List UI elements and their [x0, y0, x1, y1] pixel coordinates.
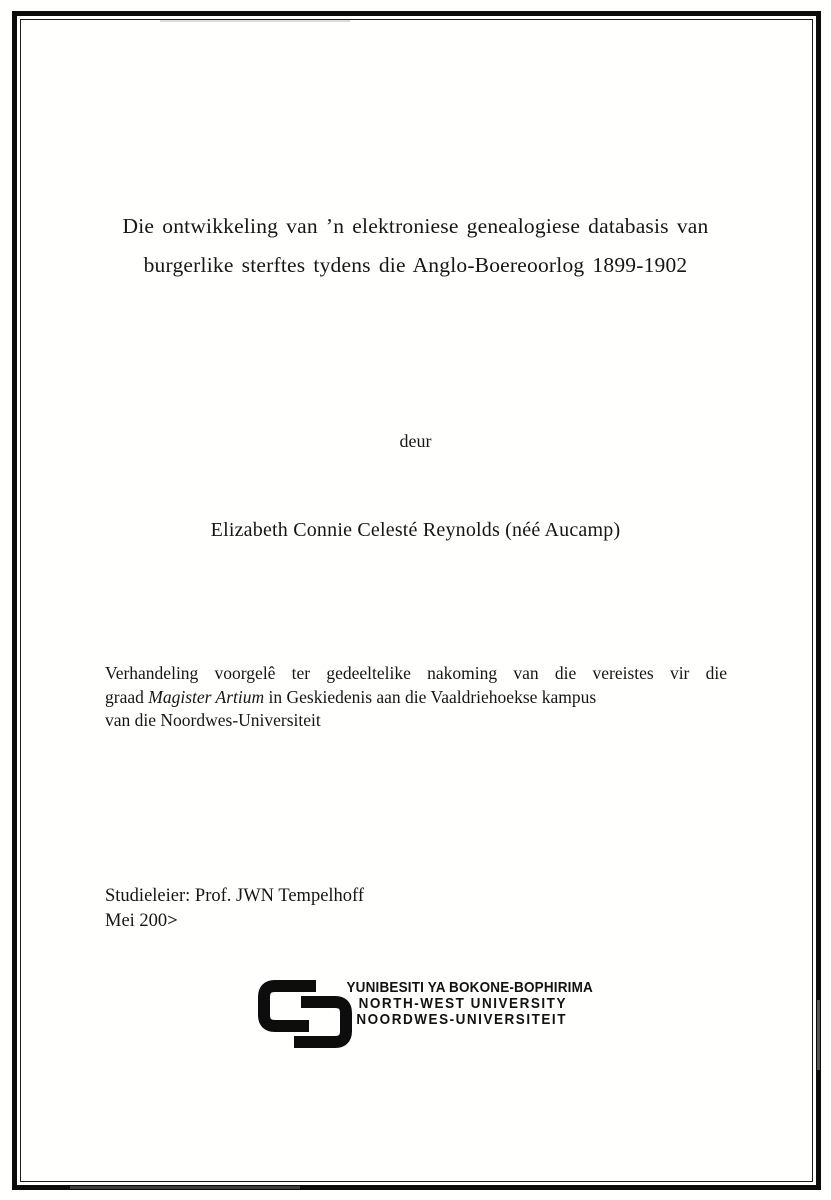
date-last-digit-glyph: >: [167, 911, 178, 931]
nwu-logo-icon: [258, 980, 352, 1048]
scan-smudge: [70, 1186, 300, 1189]
date-prefix: Mei 200: [105, 911, 168, 931]
logo-text-line-1: YUNIBESITI YA BOKONE-BOPHIRIMA: [346, 979, 593, 996]
title-line-1: Die ontwikkeling van ’n elektroniese genealogiese databasis van: [122, 214, 709, 238]
statement-line-2: [105, 686, 727, 710]
author-name: Elizabeth Connie Celesté Reynolds (néé Aucamp): [210, 519, 621, 541]
supervisor-block: [105, 884, 364, 934]
thesis-statement: [105, 662, 727, 733]
statement-line-1: Verhandeling voorgelê ter gedeeltelike nakoming van die vereistes vir die: [105, 663, 727, 683]
logo-text-line-2: NORTH-WEST UNIVERSITY: [358, 994, 567, 1012]
statement-line-2-prefix: graad: [105, 686, 149, 707]
degree-name-italic: Magister Artium: [148, 686, 265, 707]
statement-line-3: van die Noordwes-Universiteit: [105, 710, 321, 730]
statement-line-2-suffix: in Geskiedenis aan die Vaaldriehoekse kampus: [264, 686, 597, 707]
scan-smudge: [160, 20, 350, 22]
byline: deur: [399, 431, 432, 451]
supervisor-line: Studieleier: Prof. JWN Tempelhoff: [105, 886, 365, 906]
title-line-2: burgerlike sterftes tydens die Anglo-Boereoorlog 1899-1902: [143, 253, 688, 277]
scan-smudge: [817, 1000, 820, 1070]
thesis-title: [0, 207, 831, 285]
logo-text-line-3: NOORDWES-UNIVERSITEIT: [356, 1010, 567, 1028]
date-line: [105, 909, 364, 934]
university-logo-text: [346, 979, 593, 1028]
